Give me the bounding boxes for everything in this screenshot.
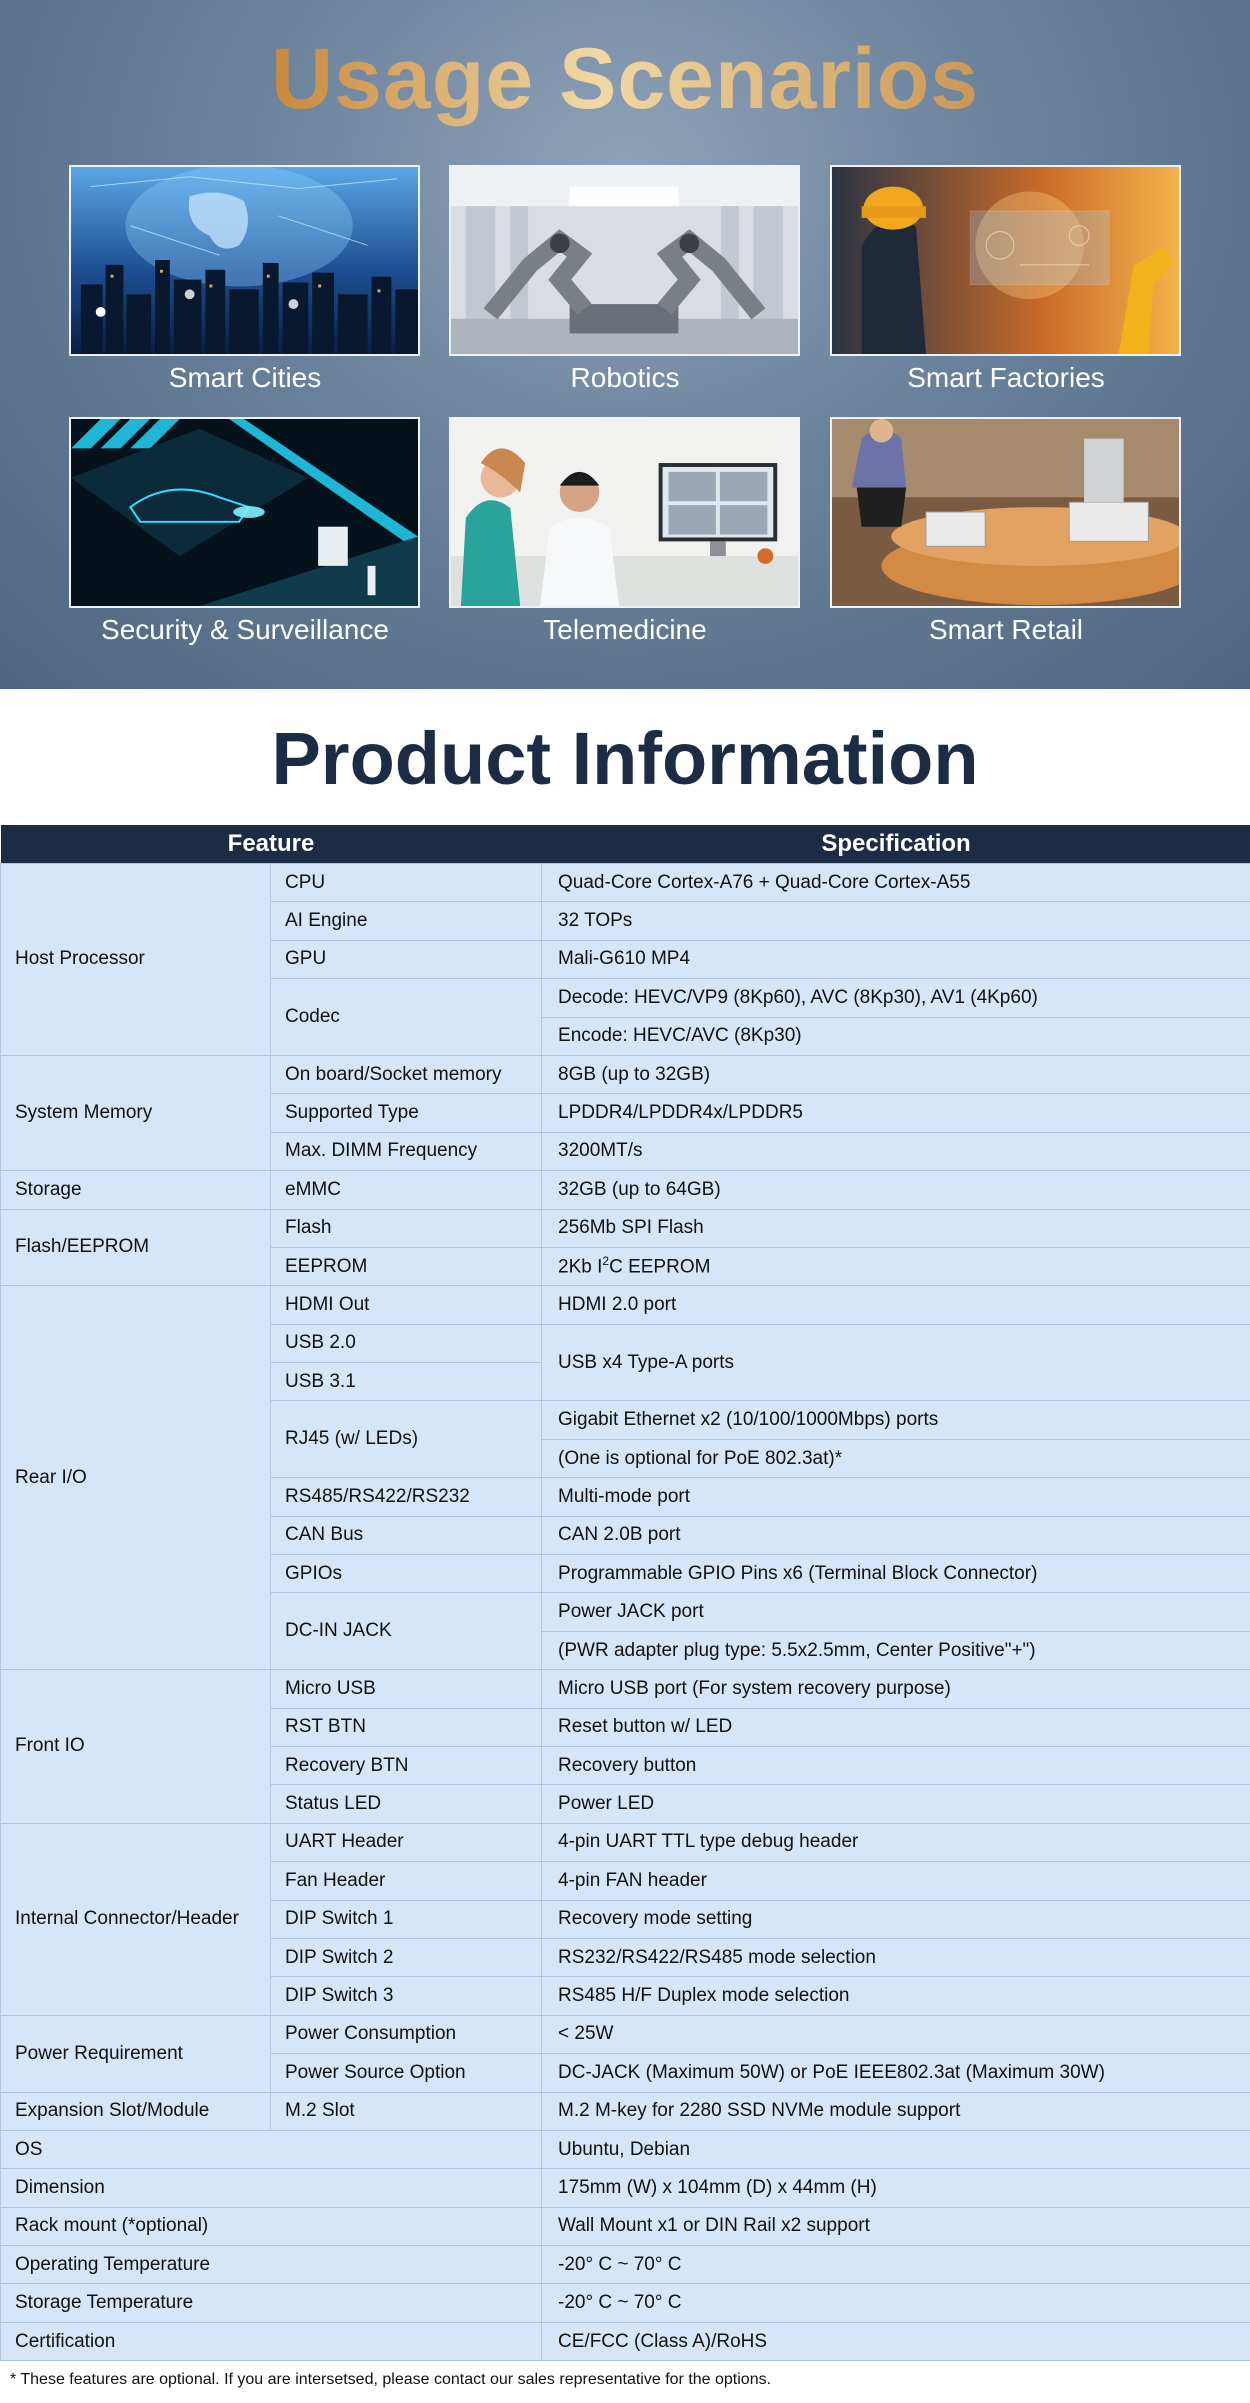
item-dc-in-jack: DC-IN JACK (271, 1593, 542, 1670)
telemedicine-image (449, 417, 800, 608)
table-row (1, 2246, 1250, 2284)
group-flash-eeprom: Flash/EEPROM (1, 1209, 271, 1286)
spec-codec-encode: Encode: HEVC/AVC (8Kp30) (542, 1017, 1250, 1055)
smart-factories-label: Smart Factories (907, 362, 1105, 393)
robotics-label: Robotics (570, 362, 680, 393)
spec-rj45-line2: (One is optional for PoE 802.3at)* (542, 1439, 1250, 1477)
spec-dip-switch-2: RS232/RS422/RS485 mode selection (542, 1938, 1250, 1976)
item-ai-engine: AI Engine (271, 902, 542, 940)
table-row (1, 1670, 1250, 1708)
table-row (1, 2207, 1250, 2245)
spec-dimm-frequency: 3200MT/s (542, 1132, 1250, 1170)
spec-micro-usb: Micro USB port (For system recovery purpose) (542, 1670, 1250, 1708)
table-row (1, 2322, 1250, 2360)
group-power-requirement: Power Requirement (1, 2015, 271, 2092)
spec-status-led: Power LED (542, 1785, 1250, 1823)
table-row (1, 1171, 1250, 1209)
group-rack-mount: Rack mount (*optional) (1, 2207, 542, 2245)
spec-os: Ubuntu, Debian (542, 2130, 1250, 2168)
table-row (1, 2092, 1250, 2130)
group-operating-temperature: Operating Temperature (1, 2246, 542, 2284)
group-system-memory: System Memory (1, 1055, 271, 1170)
item-supported-type: Supported Type (271, 1094, 542, 1132)
product-information-title: Product Information (271, 717, 979, 800)
optional-features-footnote: * These features are optional. If you are intersetsed, please contact our sales representative for the options. (10, 2371, 772, 2388)
spec-hdmi-out: HDMI 2.0 port (542, 1286, 1250, 1324)
table-row (1, 2130, 1250, 2168)
smart-cities-label: Smart Cities (168, 362, 322, 393)
specification-header: Specification (542, 825, 1250, 864)
spec-dimension: 175mm (W) x 104mm (D) x 44mm (H) (542, 2169, 1250, 2207)
item-rj45: RJ45 (w/ LEDs) (271, 1401, 542, 1478)
item-rs485: RS485/RS422/RS232 (271, 1478, 542, 1516)
spec-eeprom-suffix: C EEPROM (609, 1256, 711, 1278)
spec-certification: CE/FCC (Class A)/RoHS (542, 2322, 1250, 2360)
spec-can-bus: CAN 2.0B port (542, 1516, 1250, 1554)
item-micro-usb: Micro USB (271, 1670, 542, 1708)
spec-eeprom-prefix: 2Kb I (558, 1256, 603, 1278)
telemedicine-label: Telemedicine (543, 614, 707, 645)
spec-rj45-line1: Gigabit Ethernet x2 (10/100/1000Mbps) ports (542, 1401, 1250, 1439)
item-cpu: CPU (271, 864, 542, 902)
spec-dc-in-line2: (PWR adapter plug type: 5.5x2.5mm, Center Positive"+") (542, 1631, 1250, 1669)
group-storage: Storage (1, 1171, 271, 1209)
table-row (1, 1055, 1250, 1093)
spec-flash: 256Mb SPI Flash (542, 1209, 1250, 1247)
spec-dip-switch-1: Recovery mode setting (542, 1900, 1250, 1938)
table-row (1, 2169, 1250, 2207)
spec-cpu: Quad-Core Cortex-A76 + Quad-Core Cortex-A55 (542, 864, 1250, 902)
spec-rack-mount: Wall Mount x1 or DIN Rail x2 support (542, 2207, 1250, 2245)
item-hdmi-out: HDMI Out (271, 1286, 542, 1324)
table-row (1, 1209, 1250, 1247)
spec-onboard-memory: 8GB (up to 32GB) (542, 1055, 1250, 1093)
item-usb-2: USB 2.0 (271, 1324, 542, 1362)
group-dimension: Dimension (1, 2169, 542, 2207)
item-codec: Codec (271, 979, 542, 1056)
spec-ai-engine: 32 TOPs (542, 902, 1250, 940)
item-eeprom: EEPROM (271, 1247, 542, 1285)
usage-scenarios-section (0, 0, 1250, 689)
group-storage-temperature: Storage Temperature (1, 2284, 542, 2322)
feature-header: Feature (1, 825, 542, 864)
spec-rs485: Multi-mode port (542, 1478, 1250, 1516)
item-gpu: GPU (271, 940, 542, 978)
smart-retail-label: Smart Retail (928, 614, 1084, 645)
group-certification: Certification (1, 2322, 542, 2360)
item-uart-header: UART Header (271, 1823, 542, 1861)
spec-emmc: 32GB (up to 64GB) (542, 1171, 1250, 1209)
spec-fan-header: 4-pin FAN header (542, 1862, 1250, 1900)
item-usb-3: USB 3.1 (271, 1363, 542, 1401)
item-emmc: eMMC (271, 1171, 542, 1209)
group-front-io: Front IO (1, 1670, 271, 1824)
smart-retail-image (830, 417, 1181, 608)
spec-supported-type: LPDDR4/LPDDR4x/LPDDR5 (542, 1094, 1250, 1132)
item-status-led: Status LED (271, 1785, 542, 1823)
item-dimm-frequency: Max. DIMM Frequency (271, 1132, 542, 1170)
spec-dip-switch-3: RS485 H/F Duplex mode selection (542, 1977, 1250, 2015)
spec-gpios: Programmable GPIO Pins x6 (Terminal Block Connector) (542, 1555, 1250, 1593)
table-row (1, 1286, 1250, 1324)
spec-storage-temperature: -20° C ~ 70° C (542, 2284, 1250, 2322)
item-dip-switch-3: DIP Switch 3 (271, 1977, 542, 2015)
usage-scenarios-title: Usage Scenarios (0, 30, 1250, 129)
spec-usb: USB x4 Type-A ports (542, 1324, 1250, 1401)
item-fan-header: Fan Header (271, 1862, 542, 1900)
security-surveillance-image (69, 417, 420, 608)
table-row (1, 864, 1250, 902)
table-row (1, 2284, 1250, 2322)
group-os: OS (1, 2130, 542, 2168)
item-onboard-memory: On board/Socket memory (271, 1055, 542, 1093)
spec-uart-header: 4-pin UART TTL type debug header (542, 1823, 1250, 1861)
spec-gpu: Mali-G610 MP4 (542, 940, 1250, 978)
item-dip-switch-2: DIP Switch 2 (271, 1938, 542, 1976)
item-m2-slot: M.2 Slot (271, 2092, 542, 2130)
spec-codec-decode: Decode: HEVC/VP9 (8Kp60), AVC (8Kp30), AV1 (4Kp60) (542, 979, 1250, 1017)
item-rst-btn: RST BTN (271, 1708, 542, 1746)
item-gpios: GPIOs (271, 1555, 542, 1593)
table-header-row (1, 825, 1250, 864)
robotics-image (449, 165, 800, 356)
spec-power-consumption: < 25W (542, 2015, 1250, 2053)
table-row (1, 1823, 1250, 1861)
specification-table (0, 825, 1250, 2361)
security-surveillance-label: Security & Surveillance (101, 614, 389, 645)
item-power-source: Power Source Option (271, 2054, 542, 2092)
spec-m2-slot: M.2 M-key for 2280 SSD NVMe module support (542, 2092, 1250, 2130)
spec-power-source: DC-JACK (Maximum 50W) or PoE IEEE802.3at (Maximum 30W) (542, 2054, 1250, 2092)
item-recovery-btn: Recovery BTN (271, 1746, 542, 1784)
spec-rst-btn: Reset button w/ LED (542, 1708, 1250, 1746)
group-expansion-slot: Expansion Slot/Module (1, 2092, 271, 2130)
spec-eeprom-superscript: 2 (602, 1254, 610, 1269)
spec-recovery-btn: Recovery button (542, 1746, 1250, 1784)
smart-factories-image (830, 165, 1181, 356)
item-power-consumption: Power Consumption (271, 2015, 542, 2053)
smart-cities-image (69, 165, 420, 356)
spec-operating-temperature: -20° C ~ 70° C (542, 2246, 1250, 2284)
spec-dc-in-line1: Power JACK port (542, 1593, 1250, 1631)
group-rear-io: Rear I/O (1, 1286, 271, 1670)
table-row (1, 2015, 1250, 2053)
item-can-bus: CAN Bus (271, 1516, 542, 1554)
group-host-processor: Host Processor (1, 864, 271, 1056)
spec-eeprom (542, 1247, 1250, 1285)
item-flash: Flash (271, 1209, 542, 1247)
group-internal-connector: Internal Connector/Header (1, 1823, 271, 2015)
item-dip-switch-1: DIP Switch 1 (271, 1900, 542, 1938)
